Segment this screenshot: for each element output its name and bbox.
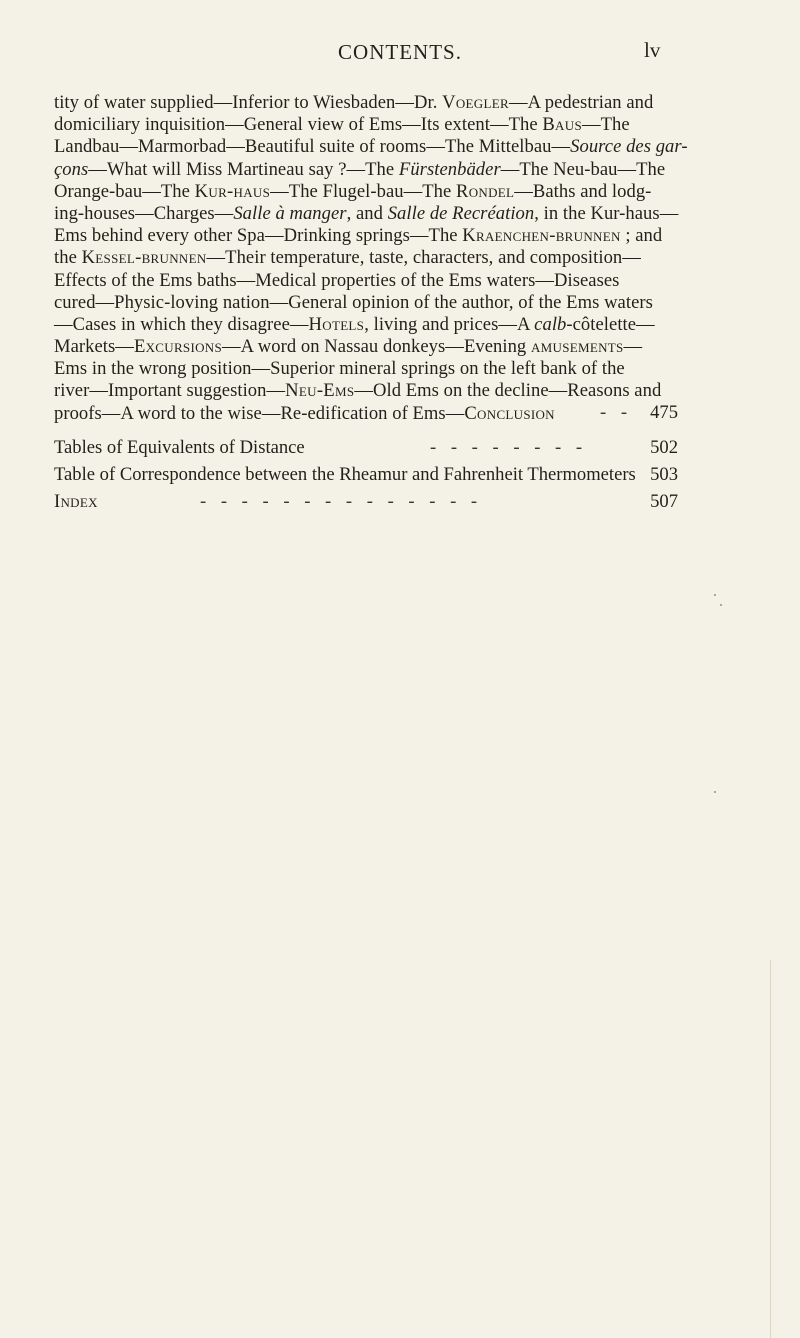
toc-entry-thermometers (54, 464, 678, 488)
text-line: river—Important suggestion—Neu-Ems—Old Ems on the decline—Reasons and (54, 380, 662, 402)
leader-dots: - - - - - - - - (430, 437, 588, 458)
text-line: ing-houses—Charges—Salle à manger, and Salle de Recréation, in the Kur-haus— (54, 202, 679, 224)
page-crease (770, 960, 771, 1338)
text-line: —Cases in which they disagree—Hotels, living and prices—A calb-côtelette— (54, 313, 655, 335)
leader-dots: - - - - - - - - - - - - - - (200, 491, 483, 512)
text-line: Markets—Excursions—A word on Nassau donkeys—Evening amusements— (54, 336, 643, 358)
toc-entry-chapter (54, 402, 678, 426)
toc-page-number: 502 (650, 437, 678, 458)
toc-entry-tables-distance (54, 437, 678, 461)
text-line: cured—Physic-loving nation—General opinion of the author, of the Ems waters (54, 291, 653, 313)
text-line: Ems in the wrong position—Superior mineral springs on the left bank of the (54, 358, 625, 380)
text-line: tity of water supplied—Inferior to Wiesbaden—Dr. Voegler—A pedestrian and (54, 92, 654, 113)
text-line: proofs—A word to the wise—Re-edification of Ems—Conclusion (54, 402, 555, 424)
toc-entry-label: Index (54, 491, 98, 512)
toc-entry-label: Tables of Equivalents of Distance (54, 437, 305, 458)
page-title: CONTENTS. (338, 40, 462, 64)
toc-page-number: 503 (650, 464, 678, 485)
text-line: Effects of the Ems baths—Medical properties of the Ems waters—Diseases (54, 269, 620, 291)
text-line: the Kessel-brunnen—Their temperature, taste, characters, and composition— (54, 247, 641, 269)
page-number: lv (644, 38, 661, 62)
page-header (0, 40, 800, 70)
text-line: Ems behind every other Spa—Drinking springs—The Kraenchen-brunnen ; and (54, 225, 663, 247)
leader-dots: - - (600, 402, 633, 423)
paper-speck (714, 791, 716, 793)
toc-page-number: 475 (650, 402, 678, 423)
text-line: çons—What will Miss Martineau say ?—The Fürstenbäder—The Neu-bau—The (54, 158, 666, 180)
text-line: domiciliary inquisition—General view of Ems—Its extent—The Baus—The (54, 114, 630, 136)
toc-entry-label: Table of Correspondence between the Rheamur and Fahrenheit Thermometers (54, 464, 636, 485)
toc-page-number: 507 (650, 491, 678, 512)
paper-speck (714, 594, 716, 596)
text-line: Landbau—Marmorbad—Beautiful suite of rooms—The Mittelbau—Source des gar- (54, 136, 688, 158)
contents-paragraph (54, 92, 688, 425)
text-line: Orange-bau—The Kur-haus—The Flugel-bau—The Rondel—Baths and lodg- (54, 180, 652, 202)
toc-entry-index (54, 491, 678, 515)
paper-speck (720, 604, 722, 606)
